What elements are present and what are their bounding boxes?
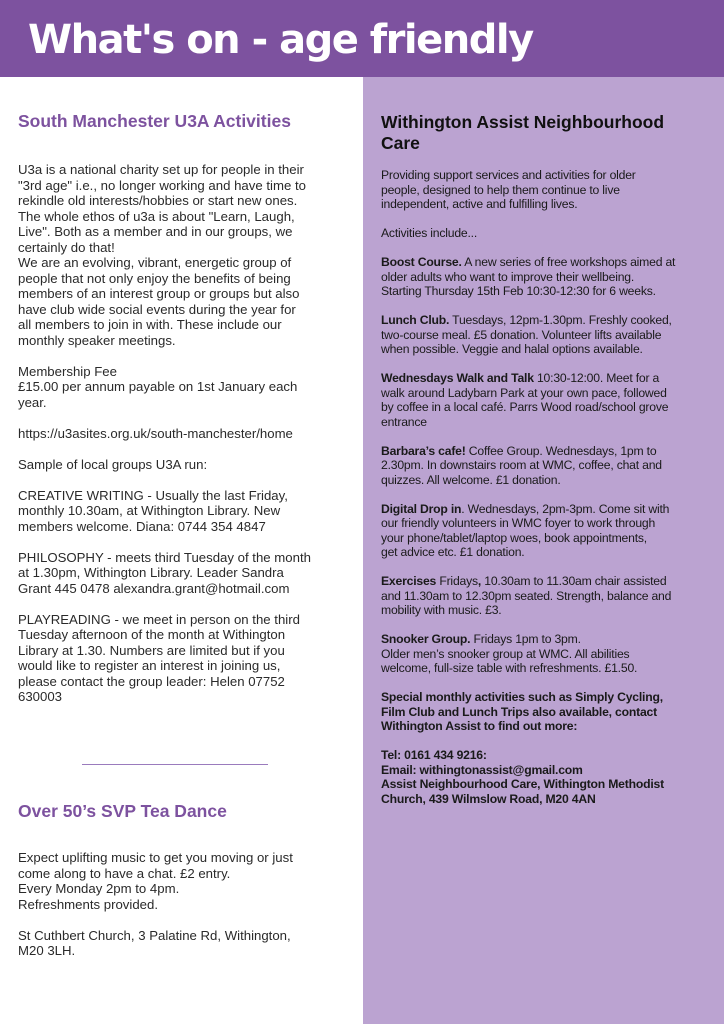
text-line: would like to register an interest in joining us, <box>18 658 281 673</box>
page-title: What's on - age friendly <box>28 17 533 63</box>
text-line: Older men’s snooker group at WMC. All abilities <box>381 646 630 661</box>
tea-dance-details <box>18 850 336 912</box>
text-line: quizzes. All welcome. £1 donation. <box>381 472 561 487</box>
creative-writing-group <box>18 488 336 535</box>
text-line: Film Club and Lunch Trips also available, contact <box>381 704 657 719</box>
text-line: , <box>477 574 482 588</box>
text-line: Live". Both as a member and in our groups, we <box>18 224 293 239</box>
text-line: by coffee in a local café. Parrs Wood road/school grove <box>381 400 669 414</box>
text-line: and 11.30am to 12.30pm seated. Strength, balance and <box>381 588 672 603</box>
text-line: two-course meal. £5 donation. Volunteer lifts available <box>381 327 662 342</box>
text-line: independent, active and fulfilling lives. <box>381 197 578 211</box>
section-divider <box>82 764 268 765</box>
text-line: CREATIVE WRITING - Usually the last Friday, <box>18 487 288 503</box>
text-line: A new series of free workshops aimed at <box>461 255 676 269</box>
boost-course <box>381 255 699 299</box>
barbaras-cafe <box>381 444 699 488</box>
text-line: PHILOSOPHY - meets third Tuesday of the month <box>18 549 311 565</box>
text-line: Assist Neighbourhood Care, Withington Methodist <box>381 777 664 791</box>
text-line: . Wednesdays, 2pm-3pm. Come sit with <box>461 501 670 516</box>
text-line: Library at 1.30. Numbers are limited but if you <box>18 642 285 658</box>
text-line: members of an interest group or groups but also <box>18 286 300 301</box>
text-line: Providing support services and activities for older <box>381 168 636 182</box>
text-line: M20 3LH. <box>18 943 76 958</box>
text-line: come along to have a chat. £2 entry. <box>18 865 231 881</box>
text-line: St Cuthbert Church, 3 Palatine Rd, Withington, <box>18 927 291 943</box>
special-activities <box>381 690 699 734</box>
text-line: Starting Thursday 15th Feb 10:30-12:30 for 6 weeks. <box>381 284 656 298</box>
text-line: 10:30-12:00. Meet for a <box>533 371 660 385</box>
text-line: when possible. Veggie and halal options available. <box>381 342 643 356</box>
text-line: walk around Ladybarn Park at your own pace, followed <box>381 385 667 400</box>
text-line: mobility with music. £3. <box>381 603 502 617</box>
text-line: monthly 10.30am, at Withington Library. New <box>18 503 281 518</box>
text-line: older adults who want to improve their wellbeing. <box>381 269 635 284</box>
tea-dance-address <box>18 928 336 959</box>
text-line: Expect uplifting music to get you moving or just <box>18 850 293 865</box>
activity-title: Snooker Group. <box>381 632 471 646</box>
u3a-intro <box>18 162 336 348</box>
text-line: year. <box>18 394 47 410</box>
text-line: Grant 445 0478 alexandra.grant@hotmail.com <box>18 580 290 596</box>
text-line: Every Monday 2pm to 4pm. <box>18 881 180 896</box>
text-line: at 1.30pm, Withington Library. Leader Sandra <box>18 565 284 580</box>
text-line: Church, 439 Wilmslow Road, M20 4AN <box>381 791 596 806</box>
u3a-heading: South Manchester U3A Activities <box>18 111 291 131</box>
text-line: people that not only enjoy the benefits of being <box>18 270 291 286</box>
text-line: all members to join in with. These include our <box>18 317 282 332</box>
philosophy-group <box>18 550 336 597</box>
text-line: Withington Assist to find out more: <box>381 719 578 733</box>
u3a-website-link[interactable]: https://u3asites.org.uk/south-manchester/home <box>18 425 293 441</box>
text-line: Refreshments provided. <box>18 896 159 912</box>
text-line: our friendly volunteers in WMC foyer to work through <box>381 516 656 530</box>
text-line: We are an evolving, vibrant, energetic group of <box>18 255 292 270</box>
activity-title: Digital Drop in <box>381 501 462 516</box>
text-line: The whole ethos of u3a is about "Learn, Laugh, <box>18 208 295 224</box>
email-address[interactable]: Email: withingtonassist@gmail.com <box>381 762 583 777</box>
exercises <box>381 574 699 618</box>
text-line: 630003 <box>18 689 63 704</box>
lunch-club <box>381 313 699 357</box>
text-line: people, designed to help them continue to live <box>381 182 620 197</box>
text-line: £15.00 per annum payable on 1st January each <box>18 379 298 394</box>
digital-drop-in <box>381 502 699 560</box>
tea-dance-section <box>18 800 336 959</box>
header-banner <box>0 0 724 77</box>
text-line: 2.30pm. In downstairs room at WMC, coffee, chat and <box>381 458 662 472</box>
text-line: Care <box>381 133 420 153</box>
snooker-group <box>381 632 699 676</box>
contact-details <box>381 748 699 806</box>
text-line: Coffee Group. Wednesdays, 1pm to <box>465 443 657 458</box>
text-line: entrance <box>381 414 427 429</box>
withington-heading <box>381 112 699 154</box>
text-line: Withington Assist Neighbourhood <box>381 112 665 132</box>
text-line: Tuesday afternoon of the month at Withington <box>18 627 286 642</box>
text-line: have club wide social events during the year for <box>18 301 296 317</box>
text-line: please contact the group leader: Helen 07752 <box>18 673 285 689</box>
text-line: Fridays 1pm to 3pm. <box>470 632 581 646</box>
playreading-group <box>18 612 336 705</box>
text-line: PLAYREADING - we meet in person on the third <box>18 611 300 627</box>
activity-title: Exercises <box>381 574 437 588</box>
text-line: certainly do that! <box>18 239 115 255</box>
text-line: U3a is a national charity set up for people in their <box>18 162 304 177</box>
withington-intro <box>381 168 699 212</box>
phone-number[interactable]: Tel: 0161 434 9216: <box>381 748 487 762</box>
text-line: "3rd age" i.e., no longer working and have time to <box>18 177 306 193</box>
tea-dance-heading: Over 50’s SVP Tea Dance <box>18 801 227 821</box>
text-line: Special monthly activities such as Simply Cycling, <box>381 690 663 704</box>
groups-intro: Sample of local groups U3A run: <box>18 456 208 472</box>
walk-and-talk <box>381 371 699 429</box>
activities-label: Activities include... <box>381 226 478 240</box>
text-line: Membership Fee <box>18 363 117 379</box>
text-line: get advice etc. £1 donation. <box>381 545 525 559</box>
text-line: rekindle old interests/hobbies or start new ones. <box>18 193 298 208</box>
text-line: 10.30am to 11.30am chair assisted <box>481 574 667 588</box>
text-line: Fridays <box>436 574 478 588</box>
membership-fee <box>18 364 336 411</box>
text-line: monthly speaker meetings. <box>18 332 176 348</box>
left-column <box>18 110 336 705</box>
activity-title: Lunch Club. <box>381 313 450 327</box>
right-column <box>381 112 699 806</box>
activity-title: Barbara’s cafe! <box>381 443 466 458</box>
text-line: members welcome. Diana: 0744 354 4847 <box>18 518 266 534</box>
text-line: your phone/tablet/laptop woes, book appointments, <box>381 530 647 545</box>
activity-title: Wednesdays Walk and Talk <box>381 371 534 385</box>
activity-title: Boost Course. <box>381 255 462 269</box>
text-line: welcome, full-size table with refreshments. £1.50. <box>381 661 638 675</box>
text-line: Tuesdays, 12pm-1.30pm. Freshly cooked, <box>449 313 672 327</box>
